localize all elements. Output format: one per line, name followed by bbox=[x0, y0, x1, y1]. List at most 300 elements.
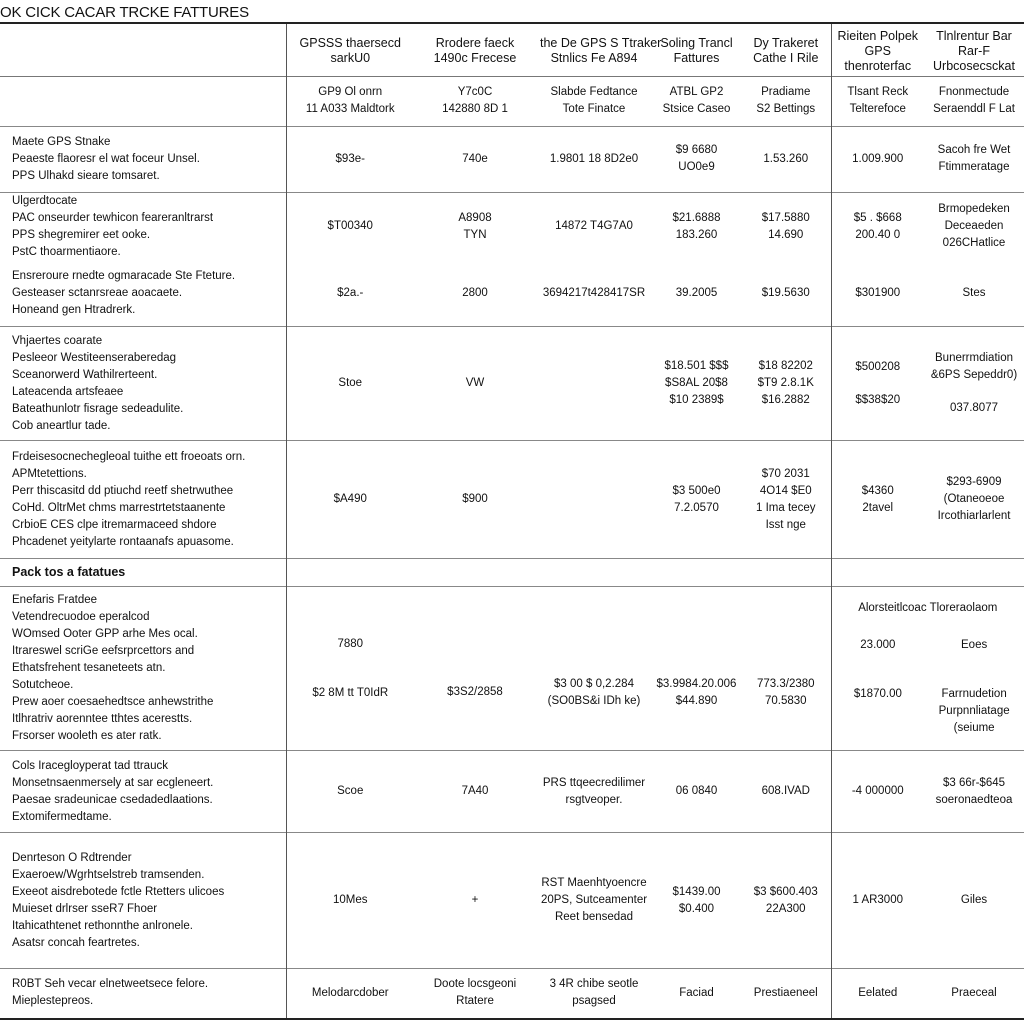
value-cell bbox=[536, 126, 652, 192]
feature-cell bbox=[0, 261, 286, 327]
cell-text-line: 3694217t428417SR bbox=[542, 286, 646, 299]
document-title: OK CICK CACAR TRCKE FATTURES bbox=[0, 4, 249, 21]
cell-text-line bbox=[418, 668, 532, 684]
cell-text-line: PstC thoarmentiaore. bbox=[12, 245, 121, 258]
cell-text-line: Seraenddl F Lat bbox=[933, 103, 1015, 115]
cell-text-line bbox=[540, 628, 648, 644]
value-cell bbox=[414, 327, 536, 441]
value-cell bbox=[286, 587, 414, 751]
cell-text-line: Tote Finatce bbox=[562, 103, 626, 115]
cell-text-line bbox=[656, 644, 737, 660]
cell-text-line: Ircothiarlarlent bbox=[937, 510, 1011, 522]
cell-text-line: Enefaris Fratdee bbox=[12, 594, 98, 606]
cell-text-line: $$38$20 bbox=[855, 393, 901, 406]
cell-text-line: 14872 T4G7A0 bbox=[555, 220, 633, 232]
cell-text-line: PRS ttqeecredilimer bbox=[542, 776, 646, 789]
cell-text-line: Monsetnsaenmersely at sar ecgleneert. bbox=[12, 776, 214, 789]
cell-text-line: Reet bensedad bbox=[554, 911, 633, 923]
cell-text-line: $19.5630 bbox=[761, 286, 810, 299]
cell-text-line: + bbox=[471, 894, 479, 906]
cell-text-line: $1870.00 bbox=[853, 688, 902, 700]
cell-text-line: Cob aneartlur tade. bbox=[12, 419, 111, 432]
value-cell bbox=[414, 261, 536, 327]
cell-text-line: $3 00 $ 0,2.284 bbox=[554, 677, 634, 690]
table-row bbox=[0, 751, 1024, 833]
value-cell bbox=[414, 587, 536, 751]
value-cell bbox=[741, 126, 831, 192]
cell-text-line: Eoes bbox=[961, 639, 988, 651]
cell-text-line: Y7c0C bbox=[457, 86, 493, 98]
cell-text-line: Asatsr concah feartretes. bbox=[12, 936, 140, 949]
value-cell bbox=[286, 261, 414, 327]
value-stack bbox=[832, 637, 925, 737]
cell-text-line: Doote locsgeoni bbox=[433, 978, 517, 991]
cell-text-line: 4O14 $E0 bbox=[759, 484, 812, 497]
cell-text-line: R0BT Seh vecar elnetweetsece felore. bbox=[12, 978, 209, 991]
cell-text-line: Gesteaser sctanrsreae aoacaete. bbox=[12, 286, 183, 299]
cell-text-line: 1 AR3000 bbox=[852, 894, 903, 906]
cell-text-line: Bateathunlotr fisrage sedeadulite. bbox=[12, 402, 184, 415]
cell-text-line: Rar-F bbox=[958, 43, 990, 58]
cell-text-line: 39.2005 bbox=[675, 286, 718, 299]
value-cell bbox=[286, 751, 414, 833]
cell-text-line: $3 500e0 bbox=[672, 484, 721, 497]
cell-text-line: 026CHatlice bbox=[942, 237, 1006, 249]
cell-text-line bbox=[928, 384, 1020, 400]
header-row-sub bbox=[0, 76, 1024, 126]
cell-text-line: psagsed bbox=[572, 995, 616, 1008]
cell-text-line: Isst nge bbox=[765, 518, 806, 531]
cell-text-line: 22A300 bbox=[765, 902, 806, 915]
cell-text-line: $17.5880 bbox=[761, 211, 810, 224]
cell-text-line: Rtatere bbox=[456, 995, 494, 1008]
cell-text-line: Bunerrmdiation bbox=[935, 352, 1013, 364]
feature-cell bbox=[0, 833, 286, 969]
comparison-table bbox=[0, 24, 1024, 1020]
cell-text-line: TYN bbox=[463, 228, 487, 241]
value-cell bbox=[652, 126, 741, 192]
cell-text-line bbox=[836, 376, 921, 392]
cell-text-line: 7880 bbox=[337, 637, 364, 650]
section-spacer bbox=[414, 559, 536, 587]
cell-text-line bbox=[656, 628, 737, 644]
cell-text-line: Brmopedeken bbox=[938, 203, 1010, 215]
cell-text-line: Lateacenda artsfeaee bbox=[12, 385, 124, 398]
table-row bbox=[0, 969, 1024, 1019]
cell-text-line: Peaeste flaoresr el wat foceur Unsel. bbox=[12, 152, 200, 165]
cell-text-line: 1.9801 18 8D2e0 bbox=[549, 152, 639, 165]
value-cell bbox=[924, 327, 1024, 441]
value-cell bbox=[924, 192, 1024, 261]
cell-text-line bbox=[418, 652, 532, 668]
cell-text-line: A8908 bbox=[458, 211, 492, 224]
cell-text-line: ATBL GP2 bbox=[669, 86, 724, 98]
cell-text-line: Frdeisesocnechegleoal tuithe ett froeoats orn. bbox=[12, 450, 246, 463]
cell-text-line: $16.2882 bbox=[761, 394, 810, 406]
value-cell bbox=[924, 751, 1024, 833]
section-heading: Pack tos a fatatues bbox=[0, 559, 286, 587]
section-note: Alorsteitlcoac Tloreraolaom bbox=[858, 602, 998, 614]
section-spacer bbox=[741, 559, 831, 587]
cell-text-line: PAC onseurder tewhicon feareranltrarst bbox=[12, 211, 214, 224]
value-cell bbox=[741, 969, 831, 1019]
feature-cell bbox=[0, 969, 286, 1019]
cell-text-line: $18 82202 bbox=[758, 360, 813, 372]
col-header bbox=[286, 24, 414, 76]
cell-text-line: VW bbox=[465, 377, 485, 389]
value-cell bbox=[741, 587, 831, 751]
value-cell bbox=[536, 192, 652, 261]
value-cell bbox=[652, 833, 741, 969]
cell-text-line bbox=[832, 654, 925, 670]
cell-text-line: Exeeot aisdrebotede fctle Rtetters ulicoes bbox=[12, 885, 225, 898]
cell-text-line bbox=[291, 669, 411, 685]
value-cell bbox=[414, 126, 536, 192]
cell-text-line bbox=[540, 660, 648, 676]
cell-text-line: $301900 bbox=[855, 286, 901, 299]
cell-text-line: CoHd. OltrMet chms marrestrtetstaanente bbox=[12, 501, 226, 514]
value-cell bbox=[831, 587, 1024, 751]
cell-text-line bbox=[540, 644, 648, 660]
cell-text-line: 773.3/2380 bbox=[756, 677, 815, 690]
cell-text-line: Stes bbox=[962, 286, 986, 299]
value-cell bbox=[286, 192, 414, 261]
section-spacer bbox=[652, 559, 741, 587]
col-subheader bbox=[536, 76, 652, 126]
value-cell bbox=[286, 833, 414, 969]
cell-text-line: $44.890 bbox=[675, 694, 718, 707]
cell-text-line: Faciad bbox=[679, 986, 714, 999]
table-row bbox=[0, 327, 1024, 441]
cell-text-line: Scoe bbox=[337, 785, 364, 797]
cell-text-line: 183.260 bbox=[675, 228, 718, 241]
cell-text-line: Exaeroew/Wgrhtselstreb tramsenden. bbox=[12, 868, 205, 881]
cell-text-line: 11 A033 Maldtork bbox=[305, 103, 395, 115]
value-cell bbox=[536, 969, 652, 1019]
col-header bbox=[924, 24, 1024, 76]
cell-text-line: GP9 Ol onrn bbox=[318, 86, 383, 98]
cell-text-line: Pradiame bbox=[761, 86, 811, 98]
cell-text-line bbox=[924, 670, 1024, 686]
cell-text-line: 608.IVAD bbox=[761, 785, 810, 797]
cell-text-line: Sacoh fre Wet bbox=[937, 144, 1011, 156]
cell-text-line: $A490 bbox=[333, 493, 367, 505]
col-subheader bbox=[414, 76, 536, 126]
cell-text-line: Soling Trancl bbox=[660, 36, 733, 51]
cell-text-line: $3 $600.403 bbox=[753, 885, 818, 898]
section-spacer bbox=[536, 559, 652, 587]
col-header bbox=[652, 24, 741, 76]
cell-text-line: Ulgerdtocate bbox=[12, 194, 78, 207]
cell-text-line bbox=[656, 660, 737, 676]
header-row-top bbox=[0, 24, 1024, 76]
col-subheader bbox=[831, 76, 924, 126]
cell-text-line: Maete GPS Stnake bbox=[12, 135, 111, 148]
cell-text-line: Vetendrecuodoe eperalcod bbox=[12, 611, 150, 623]
cell-text-line: $3.9984.20.006 bbox=[656, 677, 737, 690]
cell-text-line: Mieplestepreos. bbox=[12, 995, 94, 1008]
value-cell bbox=[831, 126, 924, 192]
header-corner bbox=[0, 24, 286, 76]
header-corner bbox=[0, 76, 286, 126]
cell-text-line: Rieiten Polpek bbox=[837, 28, 919, 43]
value-stack bbox=[924, 637, 1024, 737]
section-spacer bbox=[924, 559, 1024, 587]
cell-text-line: Urbcosecsckat bbox=[933, 58, 1015, 73]
cell-text-line: Fattures bbox=[673, 51, 720, 66]
cell-text-line: $500208 bbox=[855, 360, 901, 373]
value-cell bbox=[536, 833, 652, 969]
value-cell bbox=[831, 261, 924, 327]
cell-text-line: 142880 8D 1 bbox=[442, 103, 508, 115]
cell-text-line: Telterefoce bbox=[849, 103, 906, 115]
section-spacer bbox=[286, 559, 414, 587]
cell-text-line: Prew aoer coesaehedtsce anhewstrithe bbox=[12, 696, 214, 708]
cell-text-line: $2a.- bbox=[337, 286, 364, 299]
value-cell bbox=[536, 441, 652, 559]
cell-text-line: 06 0840 bbox=[675, 785, 718, 797]
value-cell bbox=[286, 969, 414, 1019]
cell-text-line bbox=[924, 654, 1024, 670]
cell-text-line: Fnonmectude bbox=[938, 86, 1010, 98]
cell-text-line: Eelated bbox=[858, 986, 898, 999]
col-subheader bbox=[286, 76, 414, 126]
cell-text-line: Itahicathtenet rethonnthe anlronele. bbox=[12, 919, 193, 932]
cell-text-line: Frsorser wooleth es ater ratk. bbox=[12, 730, 162, 742]
cell-text-line: Tlnlrentur Bar bbox=[936, 28, 1012, 43]
cell-text-line: WOmsed Ooter GPP arhe Mes ocal. bbox=[12, 628, 198, 640]
cell-text-line: (seiume bbox=[953, 722, 995, 734]
cell-text-line: $3S2/2858 bbox=[447, 686, 503, 698]
feature-cell bbox=[0, 751, 286, 833]
value-cell bbox=[652, 751, 741, 833]
cell-text-line: PPS shegremirer eet ooke. bbox=[12, 228, 151, 241]
cell-text-line: Honeand gen Htradrerk. bbox=[12, 303, 136, 316]
col-header bbox=[536, 24, 662, 76]
cell-text-line: $10 2389$ bbox=[669, 394, 724, 406]
cell-text-line: Stoe bbox=[338, 377, 363, 389]
value-cell bbox=[652, 441, 741, 559]
cell-text-line: Prestiaeneel bbox=[753, 986, 818, 999]
value-cell bbox=[924, 441, 1024, 559]
value-cell bbox=[652, 327, 741, 441]
cell-text-line: $18.501 $$$ bbox=[664, 360, 729, 372]
cell-text-line: soeronaedteoa bbox=[935, 793, 1013, 806]
cell-text-line: $4360 bbox=[861, 484, 894, 497]
cell-text-line: 20PS, Sutceamenter bbox=[540, 894, 648, 906]
cell-text-line: Sotutcheoe. bbox=[12, 679, 74, 691]
value-cell bbox=[924, 969, 1024, 1019]
cell-text-line: Itrareswel scriGe eefsrprcettors and bbox=[12, 645, 195, 657]
value-cell bbox=[286, 327, 414, 441]
value-cell bbox=[652, 969, 741, 1019]
value-cell bbox=[831, 751, 924, 833]
cell-text-line: Sceanorwerd Wathilrerteent. bbox=[12, 368, 158, 381]
cell-text-line: 037.8077 bbox=[950, 402, 998, 414]
cell-text-line: CrbioE CES clpe itremarmaceed shdore bbox=[12, 518, 217, 531]
cell-text-line: Ftimmeratage bbox=[938, 161, 1010, 173]
value-cell bbox=[831, 833, 924, 969]
cell-text-line: $293-6909 bbox=[946, 476, 1002, 488]
cell-text-line: Giles bbox=[960, 894, 988, 906]
cell-text-line: Perr thiscasitd dd ptiuchd reetf shetrwuthee bbox=[12, 484, 234, 497]
value-cell bbox=[741, 192, 831, 261]
feature-cell bbox=[0, 126, 286, 192]
value-cell bbox=[652, 587, 741, 751]
cell-text-line: $3 66r-$645 bbox=[942, 776, 1006, 789]
value-cell bbox=[414, 833, 536, 969]
value-cell bbox=[286, 441, 414, 559]
value-cell bbox=[414, 751, 536, 833]
feature-cell bbox=[0, 327, 286, 441]
cell-text-line: $70 2031 bbox=[761, 467, 810, 480]
cell-text-line bbox=[291, 653, 411, 669]
cell-text-line: thenroterfac bbox=[844, 58, 912, 73]
cell-text-line: Pesleeor Westiteenseraberedag bbox=[12, 351, 177, 364]
cell-text-line bbox=[418, 636, 532, 652]
cell-text-line: Deceaeden bbox=[944, 220, 1004, 232]
cell-text-line: APMtetettions. bbox=[12, 467, 87, 480]
value-cell bbox=[741, 751, 831, 833]
feature-cell bbox=[0, 441, 286, 559]
cell-text-line: 740e bbox=[462, 152, 488, 165]
cell-text-line: $900 bbox=[462, 493, 488, 505]
table-row bbox=[0, 833, 1024, 969]
cell-text-line: Slabde Fedtance bbox=[550, 86, 638, 98]
cell-text-line: $0.400 bbox=[678, 902, 715, 915]
value-cell bbox=[924, 261, 1024, 327]
cell-text-line: Dy Trakeret bbox=[753, 36, 819, 51]
value-cell bbox=[536, 327, 652, 441]
table-row bbox=[0, 587, 1024, 751]
cell-text-line: Denrteson O Rdtrender bbox=[12, 851, 132, 864]
value-cell bbox=[414, 441, 536, 559]
cell-text-line: -4 000000 bbox=[851, 785, 904, 797]
col-header bbox=[741, 24, 831, 76]
cell-text-line: 1.009.900 bbox=[852, 152, 904, 165]
cell-text-line: $2 8M tt T0IdR bbox=[312, 686, 389, 699]
cell-text-line: 14.690 bbox=[768, 228, 804, 241]
cell-text-line: $1439.00 bbox=[672, 885, 721, 898]
col-header bbox=[414, 24, 536, 76]
cell-text-line: PPS Ulhakd sieare tomsaret. bbox=[12, 169, 160, 182]
value-cell bbox=[831, 192, 924, 261]
value-cell bbox=[536, 587, 652, 751]
cell-text-line: Farrnudetion bbox=[941, 688, 1007, 700]
value-cell bbox=[536, 751, 652, 833]
cell-text-line bbox=[832, 670, 925, 686]
cell-text-line: Vhjaertes coarate bbox=[12, 334, 103, 347]
cell-text-line: 3 4R chibe seotle bbox=[549, 978, 639, 991]
cell-text-line: Ethatsfrehent tesaneteets atn. bbox=[12, 662, 166, 674]
cell-text-line: Purpnnliatage bbox=[938, 705, 1010, 717]
value-cell bbox=[741, 327, 831, 441]
table-row bbox=[0, 261, 1024, 327]
value-cell bbox=[652, 192, 741, 261]
value-cell bbox=[414, 192, 536, 261]
cell-text-line: rsgtveoper. bbox=[565, 793, 623, 806]
cell-text-line: 7.2.0570 bbox=[674, 501, 719, 514]
table-row bbox=[0, 192, 1024, 261]
cell-text-line: 1 Ima tecey bbox=[756, 501, 816, 514]
cell-text-line: Stnlics Fe A894 bbox=[550, 51, 638, 66]
cell-text-line: 23.000 bbox=[860, 639, 896, 651]
cell-text-line: 200.40 0 bbox=[855, 228, 901, 241]
cell-text-line: Stsice Caseo bbox=[662, 103, 731, 115]
cell-text-line: 10Mes bbox=[332, 894, 368, 906]
cell-text-line: (SO0BS&i IDh ke) bbox=[547, 694, 641, 707]
cell-text-line: GPS bbox=[864, 43, 891, 58]
cell-text-line: 7A40 bbox=[461, 785, 489, 797]
cell-text-line: $5 . $668 bbox=[853, 211, 902, 224]
cell-text-line: &6PS Sepeddr0) bbox=[930, 369, 1018, 381]
value-cell bbox=[741, 441, 831, 559]
cell-text-line: Melodarcdober bbox=[311, 986, 389, 999]
cell-text-line: sarkU0 bbox=[330, 51, 371, 66]
value-cell bbox=[652, 261, 741, 327]
cell-text-line: 70.5830 bbox=[764, 694, 807, 707]
value-cell bbox=[741, 833, 831, 969]
table-row bbox=[0, 126, 1024, 192]
cell-text-line: Ensreroure rnedte ogmaracade Ste Fteture. bbox=[12, 269, 236, 282]
value-cell bbox=[414, 969, 536, 1019]
cell-text-line: 2tavel bbox=[862, 501, 894, 514]
feature-cell bbox=[0, 192, 286, 261]
cell-text-line: UO0e9 bbox=[678, 161, 715, 173]
cell-text-line: S2 Bettings bbox=[756, 103, 816, 115]
cell-text-line: Cathe I Rile bbox=[753, 51, 819, 66]
cell-text-line: 2800 bbox=[462, 286, 488, 299]
cell-text-line: GPSSS thaersecd bbox=[299, 36, 401, 51]
cell-text-line: Cols Iracegloyperat tad ttrauck bbox=[12, 759, 168, 772]
cell-text-line: Muieset drlrser sseR7 Fhoer bbox=[12, 902, 158, 915]
col-subheader bbox=[924, 76, 1024, 126]
feature-cell bbox=[0, 587, 286, 751]
cell-text-line: $T9 2.8.1K bbox=[757, 377, 814, 389]
value-cell bbox=[286, 126, 414, 192]
cell-text-line: Itlhratriv aorenntee tthtes acerestts. bbox=[12, 713, 193, 725]
value-cell bbox=[831, 441, 924, 559]
cell-text-line: Tlsant Reck bbox=[847, 86, 909, 98]
col-header bbox=[831, 24, 924, 76]
cell-text-line: the De GPS S Ttraker bbox=[540, 36, 662, 51]
cell-text-line: Phcadenet yeitylarte rontaanafs apuasome. bbox=[12, 535, 234, 548]
value-cell bbox=[924, 833, 1024, 969]
cell-text-line bbox=[745, 628, 827, 644]
value-cell bbox=[831, 969, 924, 1019]
cell-text-line: 1490c Frecese bbox=[433, 51, 517, 66]
value-cell bbox=[831, 327, 924, 441]
value-cell bbox=[741, 261, 831, 327]
cell-text-line: 1.53.260 bbox=[763, 152, 809, 165]
cell-text-line bbox=[745, 660, 827, 676]
col-subheader bbox=[652, 76, 741, 126]
value-cell bbox=[536, 261, 652, 327]
value-cell bbox=[924, 126, 1024, 192]
section-spacer bbox=[831, 559, 924, 587]
cell-text-line: $21.6888 bbox=[672, 211, 721, 224]
cell-text-line: $S8AL 20$8 bbox=[665, 377, 728, 389]
cell-text-line: $93e- bbox=[335, 152, 365, 165]
cell-text-line: Extomifermedtame. bbox=[12, 810, 112, 823]
cell-text-line: Paesae sradeunicae csedadedlaations. bbox=[12, 793, 213, 806]
cell-text-line: Rrodere faeck bbox=[435, 36, 515, 51]
cell-text-line: $9 6680 bbox=[675, 144, 718, 156]
cell-text-line: RST Maenhtyoencre bbox=[541, 877, 647, 889]
cell-text-line: (Otaneoeoe bbox=[943, 493, 1005, 505]
cell-text-line bbox=[745, 644, 827, 660]
cell-text-line: $T00340 bbox=[327, 220, 373, 232]
